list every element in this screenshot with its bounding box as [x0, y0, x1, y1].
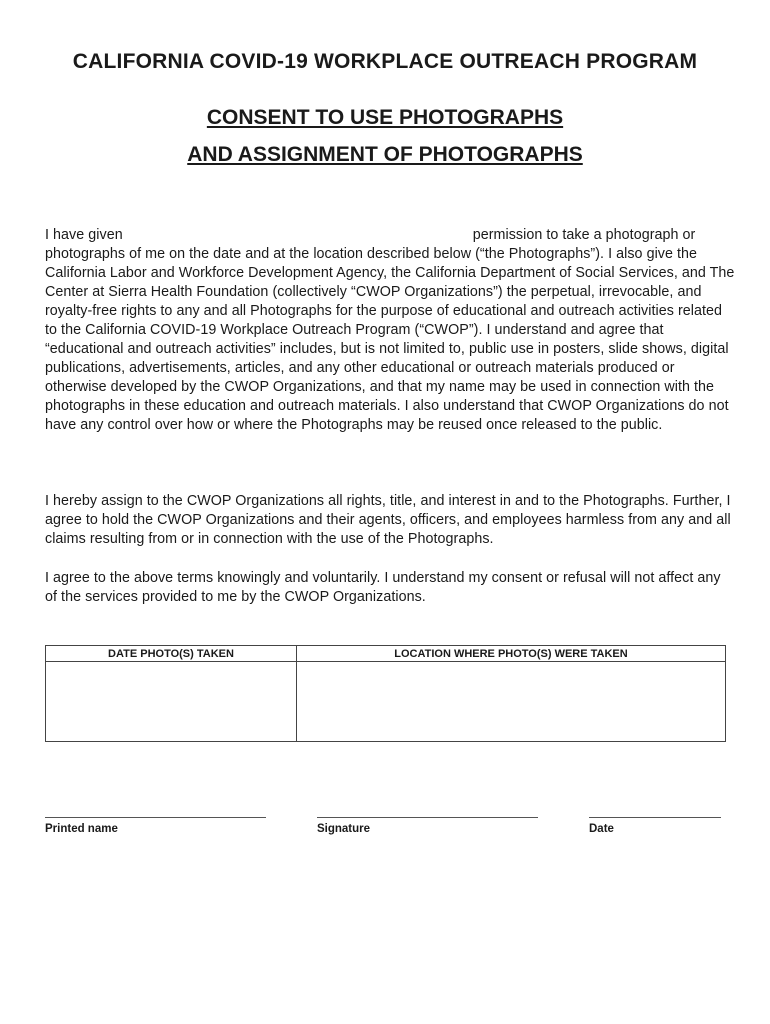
- signature-label: Signature: [317, 823, 371, 835]
- agreement-paragraph: I agree to the above terms knowingly and voluntarily. I understand my consent or refusal will not affect any of the services provided to me by the CWOP Organizations.: [45, 570, 721, 605]
- signature-line[interactable]: [317, 817, 538, 818]
- date-column-header: DATE PHOTO(S) TAKEN: [46, 646, 297, 662]
- photo-details-table: [45, 645, 726, 742]
- document-title-line-1: CONSENT TO USE PHOTOGRAPHS: [206, 106, 564, 129]
- assignment-paragraph: I hereby assign to the CWOP Organizations all rights, title, and interest in and to the Photographs. Further, I agree to hold the CWOP Organizations and their agents, officers, and employees harmless from any and all claims resulting from or in connection with the use of the Photographs.: [45, 493, 731, 547]
- location-column-header: LOCATION WHERE PHOTO(S) WERE TAKEN: [297, 646, 726, 662]
- table-header-row: [46, 646, 726, 662]
- consent-paragraph-rest: permission to take a photograph or photographs of me on the date and at the location described below (“the Photographs”). I also give the California Labor and Workforce Development Agency, the California Department of Social Services, and The Center at Sierra Health Foundation (collectively “CWOP Organizations”) the perpetual, irrevocable, and royalty-free rights to any and all Photographs for the purpose of educational and outreach activities related to the California COVID-19 Workplace Outreach Program (“CWOP”). I understand and agree that “educational and outreach activities” includes, but is not limited to, public use in posters, slide shows, digital publications, advertisements, articles, and any other educational or outreach materials produced or otherwise developed by the CWOP Organizations, and that my name may be used in connection with the photographs in these education and outreach materials. I also understand that CWOP Organizations do not have any control over how or where the Photographs may be reused once released to the public.: [45, 227, 735, 433]
- table-row: [46, 662, 726, 742]
- date-label: Date: [589, 823, 614, 835]
- location-photos-taken-field[interactable]: [297, 662, 726, 742]
- document-title-line-2: AND ASSIGNMENT OF PHOTOGRAPHS: [187, 143, 583, 166]
- date-photos-taken-field[interactable]: [46, 662, 297, 742]
- program-title: CALIFORNIA COVID-19 WORKPLACE OUTREACH PROGRAM: [72, 50, 698, 73]
- consent-paragraph: [45, 226, 735, 435]
- consent-paragraph-start: I have given: [45, 227, 123, 243]
- printed-name-label: Printed name: [45, 823, 118, 835]
- date-line[interactable]: [589, 817, 721, 818]
- printed-name-line[interactable]: [45, 817, 266, 818]
